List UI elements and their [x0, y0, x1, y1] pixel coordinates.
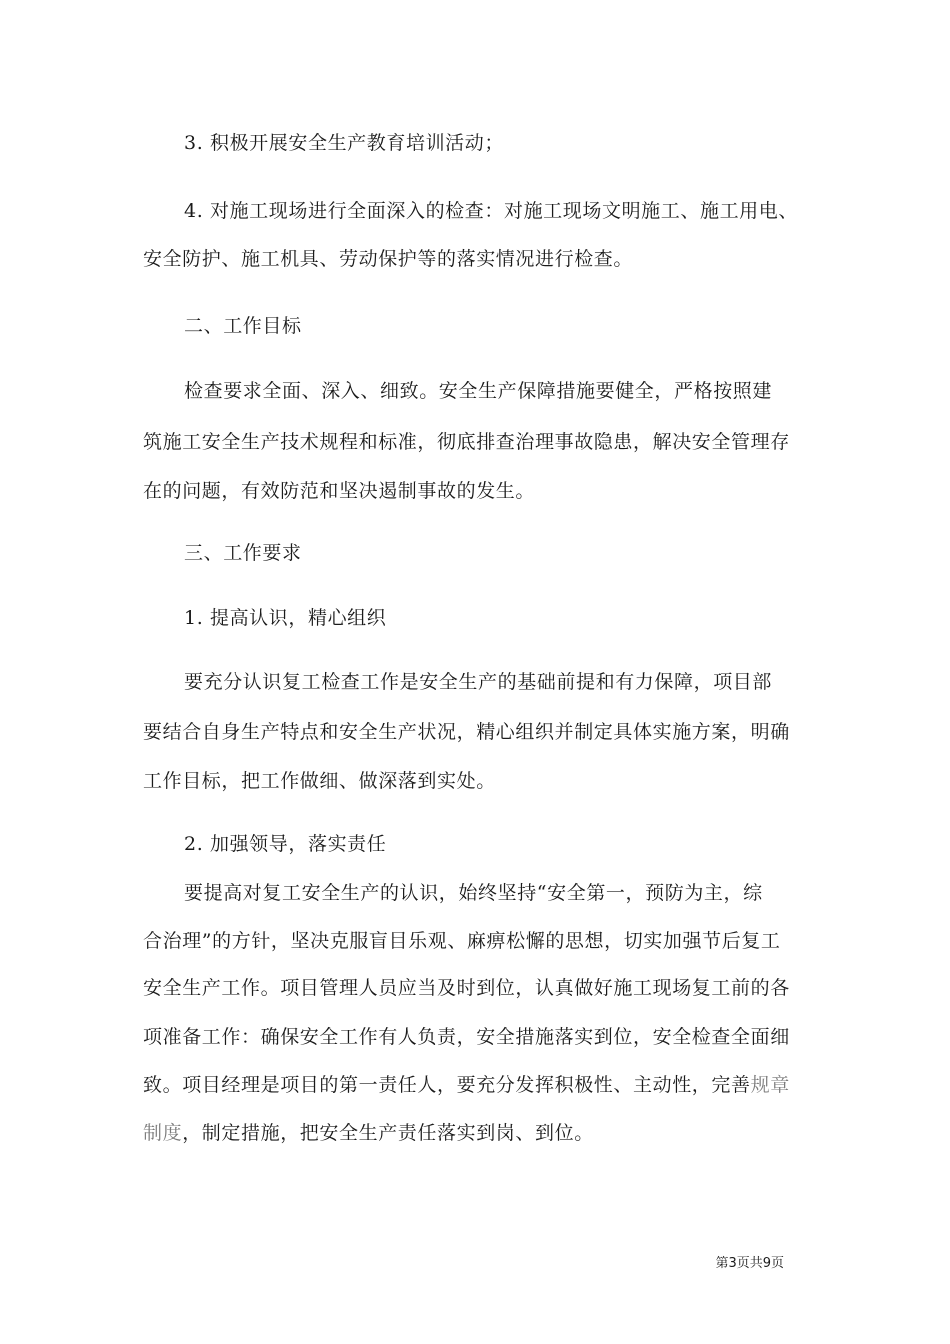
text-run-faded: 规章 [750, 1074, 790, 1096]
paragraph-line: 项准备工作：确保安全工作有人负责，安全措施落实到位，安全检查全面细 [143, 1026, 790, 1048]
paragraph-line: 合治理”的方针，坚决克服盲目乐观、麻痹松懈的思想，切实加强节后复工 [143, 930, 781, 952]
paragraph-line: 要结合自身生产特点和安全生产状况，精心组织并制定具体实施方案，明确 [143, 721, 790, 743]
text-run: ，制定措施，把安全生产责任落实到岗、到位。 [182, 1122, 594, 1144]
paragraph-line: 检查要求全面、深入、细致。安全生产保障措施要健全，严格按照建 [184, 380, 773, 402]
paragraph-line: 工作目标，把工作做细、做深落到实处。 [143, 770, 496, 792]
paragraph-line [143, 1121, 594, 1145]
text-run: 致。项目经理是项目的第一责任人，要充分发挥积极性、主动性，完善 [143, 1074, 751, 1096]
page-number: 第3页共9页 [715, 1256, 784, 1271]
section-heading-requirements: 三、工作要求 [184, 542, 302, 564]
text-run-faded: 制度 [143, 1122, 183, 1144]
list-item-4: 4. 对施工现场进行全面深入的检查：对施工现场文明施工、施工用电、 [184, 200, 798, 222]
subheading-1: 1. 提高认识，精心组织 [184, 607, 387, 629]
paragraph-line: 要提高对复工安全生产的认识，始终坚持“安全第一，预防为主，综 [184, 882, 763, 904]
section-heading-goals: 二、工作目标 [184, 315, 302, 337]
paragraph-line: 安全生产工作。项目管理人员应当及时到位，认真做好施工现场复工前的各 [143, 977, 790, 999]
list-item-3: 3. 积极开展安全生产教育培训活动； [184, 132, 504, 154]
paragraph-line: 安全防护、施工机具、劳动保护等的落实情况进行检查。 [143, 248, 634, 270]
paragraph-line [143, 1073, 790, 1097]
subheading-2: 2. 加强领导，落实责任 [184, 833, 387, 855]
paragraph-line: 筑施工安全生产技术规程和标准，彻底排查治理事故隐患，解决安全管理存 [143, 431, 790, 453]
paragraph-line: 在的问题，有效防范和坚决遏制事故的发生。 [143, 480, 536, 502]
paragraph-line: 要充分认识复工检查工作是安全生产的基础前提和有力保障，项目部 [184, 671, 773, 693]
